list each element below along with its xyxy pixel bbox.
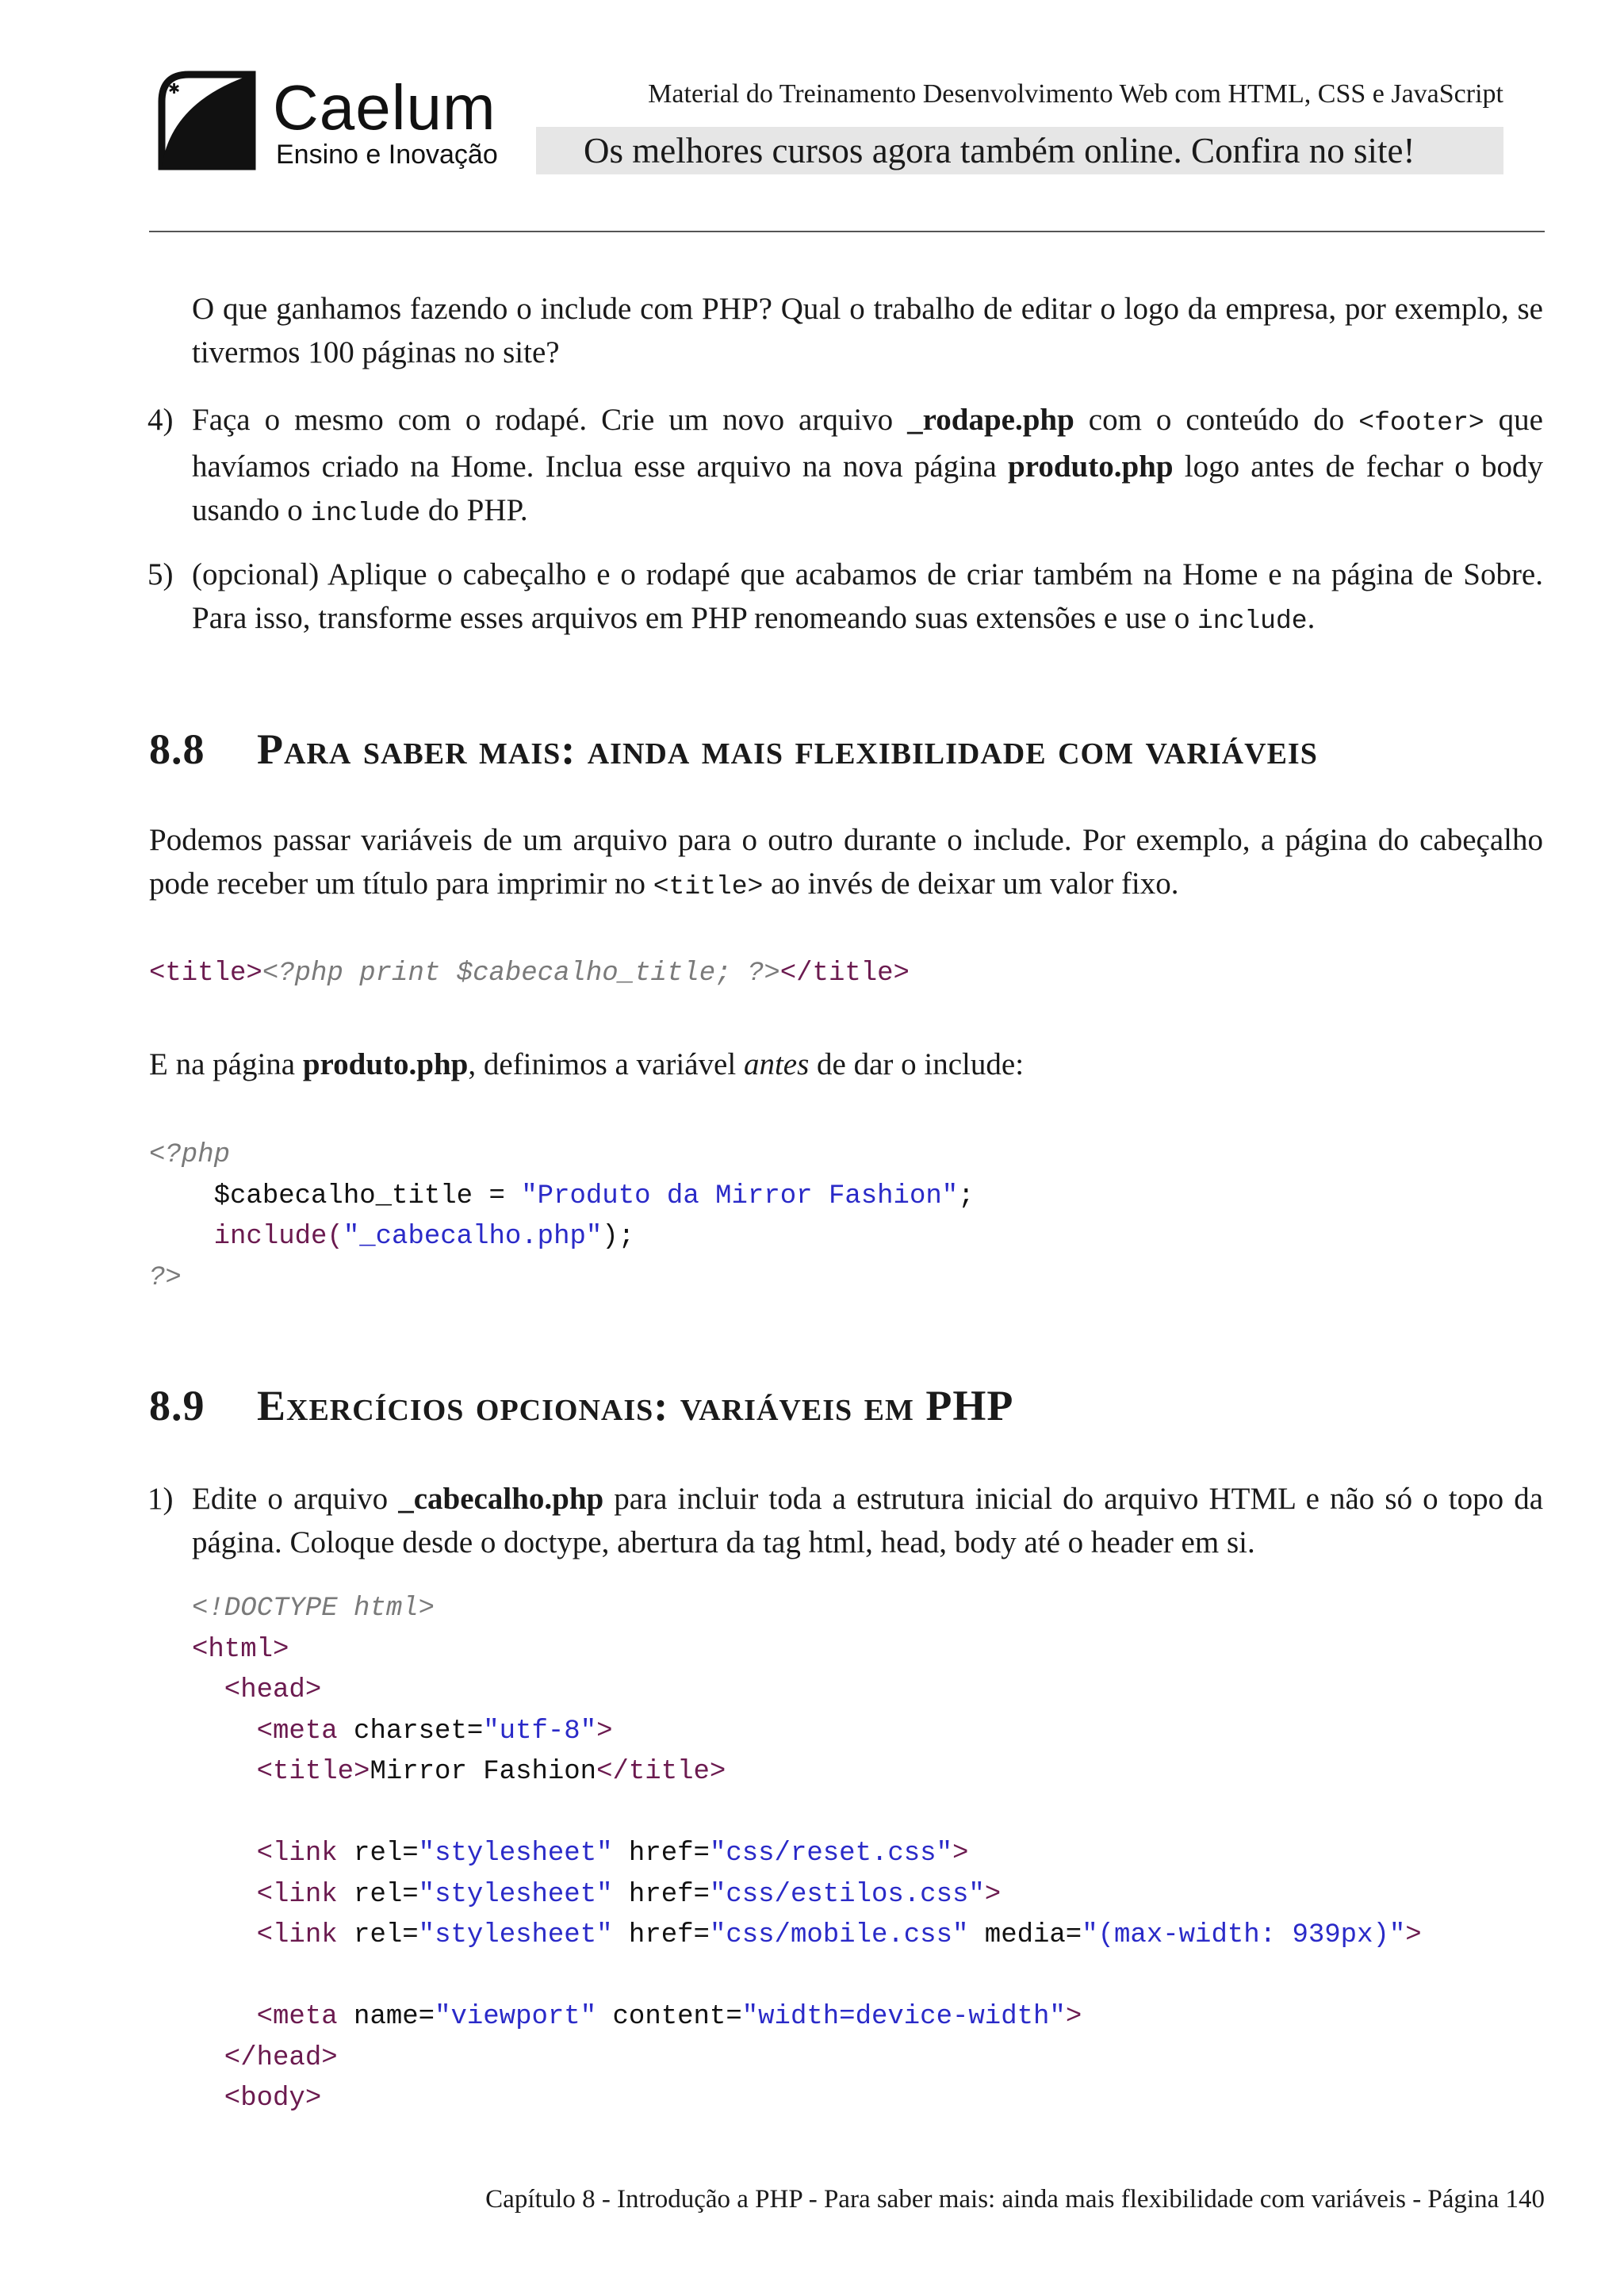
paragraph: Podemos passar variáveis de um arquivo para o outro durante o include. Por exemplo, a página do cabeçalho pode receber um título para imprimir no <title> ao invés de deixar um valor fixo. bbox=[149, 823, 1543, 901]
list-number: 4) bbox=[147, 403, 174, 437]
brand-name: Caelum bbox=[273, 72, 496, 143]
list-item: Faça o mesmo com o rodapé. Crie um novo arquivo _rodape.php com o conteúdo do <footer> que havíamos criado na Home. Inclua esse arquivo na nova página produto.php logo antes de fechar o body usando o include do PHP. bbox=[192, 403, 1543, 528]
list-item: (opcional) Aplique o cabeçalho e o rodapé que acabamos de criar também na Home e na página de Sobre. Para isso, transforme esses arquivos em PHP renomeando suas extensões e use o include. bbox=[192, 557, 1543, 636]
code-block: <!DOCTYPE html> <html> <head> <meta charset="utf-8"> <title>Mirror Fashion</title> <link rel="stylesheet" href="css/reset.css"> <link rel="stylesheet" href="css/estilos.css"> <link rel="stylesheet" href="css/mobile.css" media="(max-width: 939px)"> <meta name="viewport" content="width=device-width"> </head> <body> bbox=[192, 1594, 1422, 2114]
intro-paragraph: O que ganhamos fazendo o include com PHP? Qual o trabalho de editar o logo da empresa, por exemplo, se tivermos 100 páginas no site? bbox=[192, 292, 1543, 369]
section-number: 8.9 bbox=[149, 1382, 205, 1429]
list-item: Edite o arquivo _cabecalho.php para incluir toda a estrutura inicial do arquivo HTML e não só o topo da página. Coloque desde o doctype, abertura da tag html, head, body até o header em si. bbox=[192, 1482, 1544, 1559]
section-heading bbox=[149, 725, 1318, 773]
list-number: 1) bbox=[147, 1482, 174, 1516]
paragraph: E na página produto.php, definimos a variável antes de dar o include: bbox=[149, 1047, 1025, 1081]
section-heading bbox=[149, 1384, 1013, 1427]
code-block: <title><?php print $cabecalho_title; ?></title> bbox=[149, 959, 910, 989]
list-number: 5) bbox=[147, 557, 174, 591]
svg-text:✱: ✱ bbox=[168, 81, 181, 98]
header-divider bbox=[149, 231, 1545, 232]
section-title: Para saber mais: ainda mais flexibilidade com variáveis bbox=[257, 725, 1318, 773]
page-footer: Capítulo 8 - Introdução a PHP - Para saber mais: ainda mais flexibilidade com variáveis - Página 140 bbox=[485, 2185, 1545, 2214]
brand-tagline: Ensino e Inovação bbox=[276, 140, 498, 170]
section-title: Exercícios opcionais: variáveis em PHP bbox=[257, 1382, 1014, 1429]
section-number: 8.8 bbox=[149, 725, 205, 773]
course-title: Material do Treinamento Desenvolvimento Web com HTML, CSS e JavaScript bbox=[648, 79, 1503, 109]
promo-text: Os melhores cursos agora também online. Confira no site! bbox=[584, 131, 1415, 170]
code-block: <?php $cabecalho_title = "Produto da Mirror Fashion"; include("_cabecalho.php"); ?> bbox=[149, 1140, 975, 1293]
caelum-logo-icon bbox=[157, 70, 257, 171]
